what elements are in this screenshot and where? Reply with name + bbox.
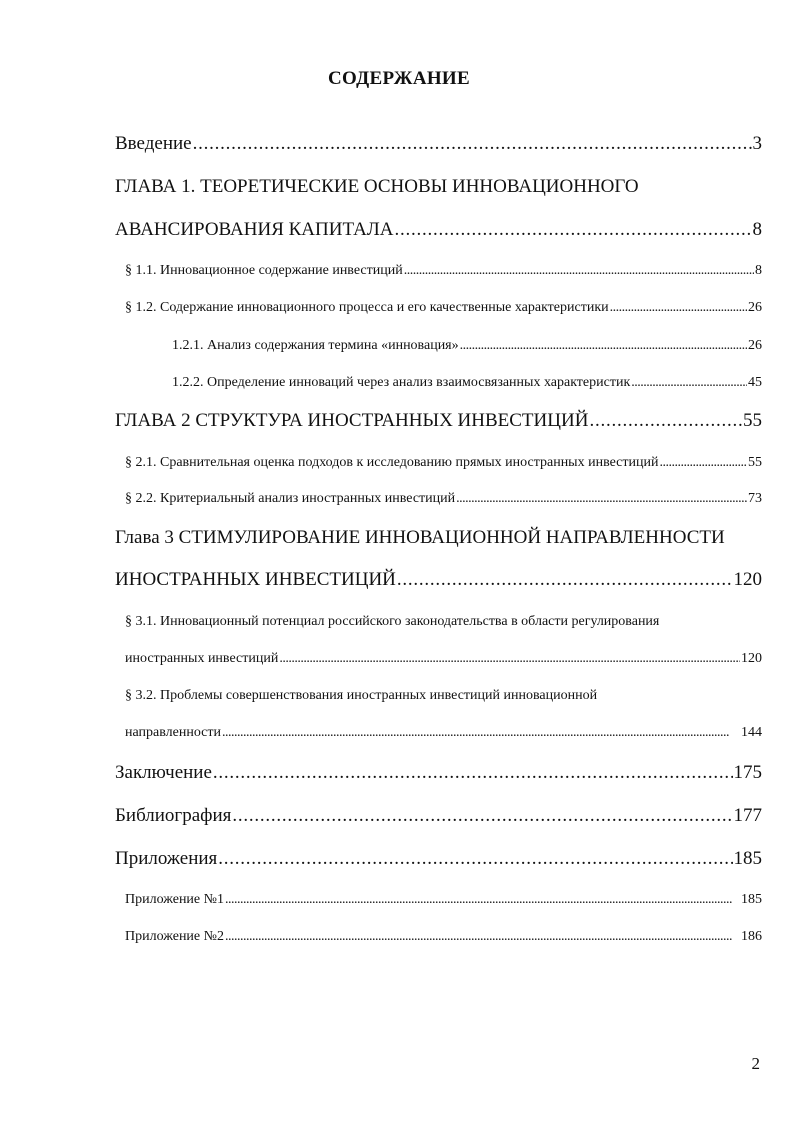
toc-entry-page: 175 [733, 762, 762, 783]
dot-leader [610, 298, 747, 318]
dot-leader [460, 336, 747, 356]
page-title: СОДЕРЖАНИЕ [328, 68, 470, 89]
toc-entry-label: Приложение №2 [125, 929, 224, 944]
dot-leader [225, 890, 740, 910]
toc-section-3-1-line1: § 3.1. Инновационный потенциал российского законодательства в области регулирования [125, 614, 660, 629]
toc-entry-appendix-1 [125, 890, 762, 910]
dot-leader [232, 804, 732, 828]
toc-entry-label: ИНОСТРАННЫХ ИНВЕСТИЦИЙ [115, 569, 396, 590]
toc-entry-conclusion [115, 761, 762, 785]
dot-leader [222, 723, 740, 743]
toc-entry-page: 26 [748, 300, 762, 315]
toc-entry-label: § 1.2. Содержание инновационного процесса и его качественные характеристики [125, 300, 609, 315]
toc-entry-appendix-2 [125, 927, 762, 947]
toc-entry-section-2-1 [125, 453, 762, 473]
toc-entry-label: § 1.1. Инновационное содержание инвестиций [125, 263, 403, 278]
dot-leader [397, 568, 733, 592]
toc-chapter-3-line1: Глава 3 СТИМУЛИРОВАНИЕ ИННОВАЦИОННОЙ НАПРАВЛЕННОСТИ [115, 527, 725, 548]
toc-entry-page: 185 [733, 848, 762, 869]
dot-leader [213, 761, 733, 785]
toc-entry-page: 185 [741, 892, 762, 907]
toc-entry-intro [115, 132, 762, 156]
toc-entry-section-3-1 [125, 649, 762, 669]
page-number: 2 [751, 1054, 760, 1073]
toc-entry-label: направленности [125, 725, 222, 740]
toc-entry-page: 26 [748, 338, 762, 353]
dot-leader [193, 132, 752, 156]
toc-entry-label: АВАНСИРОВАНИЯ КАПИТАЛА [115, 219, 394, 240]
toc-entry-chapter-2 [115, 409, 762, 433]
dot-leader [456, 489, 747, 509]
dot-leader [394, 218, 751, 242]
toc-entry-label: 1.2.2. Определение инноваций через анализ взаимосвязанных характеристик [172, 375, 631, 390]
toc-entry-label: Библиография [115, 805, 232, 826]
toc-entry-label: Приложение №1 [125, 892, 224, 907]
dot-leader [218, 847, 732, 871]
toc-entry-label: Приложения [115, 848, 218, 869]
dot-leader [659, 453, 747, 473]
toc-entry-page: 120 [733, 569, 762, 590]
dot-leader [404, 261, 754, 281]
dot-leader [589, 409, 742, 433]
toc-entry-page: 186 [741, 929, 762, 944]
toc-entry-label: 1.2.1. Анализ содержания термина «инновация» [172, 338, 459, 353]
toc-entry-section-2-2 [125, 489, 762, 509]
toc-entry-appendices [115, 847, 762, 871]
toc-entry-page: 8 [755, 263, 762, 278]
toc-entry-section-1-2 [125, 298, 762, 318]
dot-leader [225, 927, 740, 947]
toc-entry-label: Заключение [115, 762, 212, 783]
toc-entry-page: 55 [748, 455, 762, 470]
toc-entry-page: 55 [743, 410, 762, 431]
dot-leader [279, 649, 740, 669]
toc-entry-chapter-1 [115, 218, 762, 242]
toc-entry-subsection-1-2-1 [172, 336, 762, 356]
toc-entry-bibliography [115, 804, 762, 828]
toc-entry-page: 8 [752, 219, 762, 240]
toc-entry-page: 73 [748, 491, 762, 506]
toc-entry-subsection-1-2-2 [172, 373, 762, 393]
toc-chapter-1-line1: ГЛАВА 1. ТЕОРЕТИЧЕСКИЕ ОСНОВЫ ИННОВАЦИОННОГО [115, 176, 639, 197]
toc-entry-page: 144 [741, 725, 762, 740]
toc-entry-label: § 2.1. Сравнительная оценка подходов к исследованию прямых иностранных инвестиций [125, 455, 659, 470]
toc-entry-label: § 2.2. Критериальный анализ иностранных инвестиций [125, 491, 456, 506]
toc-entry-page: 45 [748, 375, 762, 390]
toc-entry-chapter-3 [115, 568, 762, 592]
toc-entry-section-3-2 [125, 723, 762, 743]
toc-entry-page: 3 [752, 133, 762, 154]
toc-section-3-2-line1: § 3.2. Проблемы совершенствования иностранных инвестиций инновационной [125, 688, 598, 703]
toc-entry-label: Введение [115, 133, 192, 154]
toc-entry-page: 177 [733, 805, 762, 826]
toc-entry-label: иностранных инвестиций [125, 651, 279, 666]
toc-entry-page: 120 [741, 651, 762, 666]
toc-entry-label: ГЛАВА 2 СТРУКТУРА ИНОСТРАННЫХ ИНВЕСТИЦИЙ [115, 410, 589, 431]
dot-leader [631, 373, 747, 393]
toc-entry-section-1-1 [125, 261, 762, 281]
